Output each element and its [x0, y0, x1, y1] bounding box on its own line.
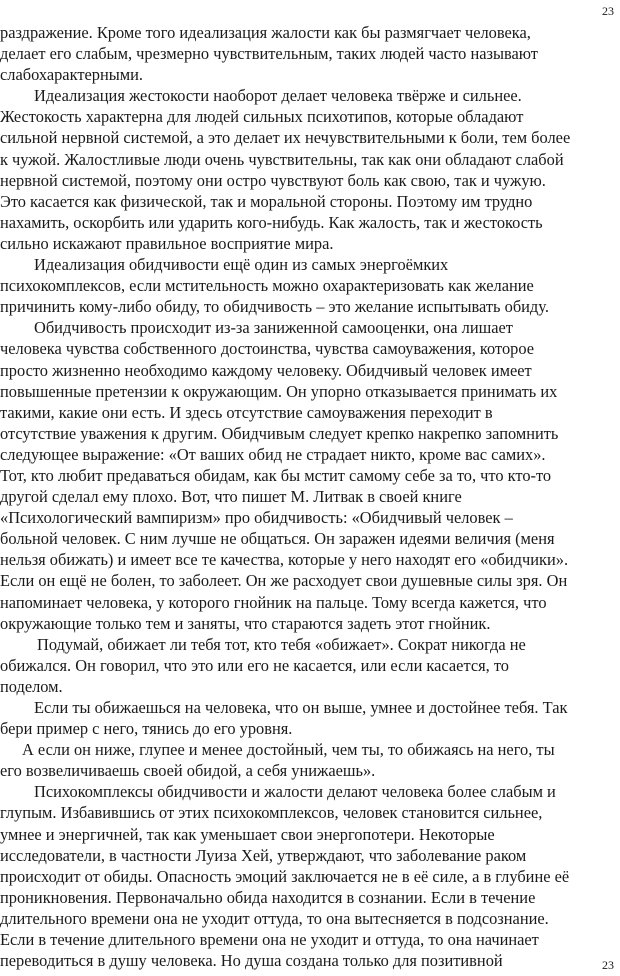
text-line: Идеализация жестокости наоборот делает человека твёрже и сильнее.	[34, 86, 522, 106]
text-line: Подумай, обижает ли тебя тот, кто тебя «обижает». Сократ никогда не	[37, 634, 526, 654]
text-line: бери пример с него, тянись до его уровня.	[0, 719, 293, 739]
text-line: сильно искажают правильное восприятие мира.	[0, 233, 334, 253]
text-line: следующее выражение: «От ваших обид не страдает никто, кроме вас самих».	[0, 444, 546, 464]
text-line: Идеализация обидчивости ещё один из самых энергоёмких	[34, 255, 449, 275]
text-line: Если ты обижаешься на человека, что он выше, умнее и достойнее тебя. Так	[34, 698, 568, 717]
text-line: А если он ниже, глупее и менее достойный, чем ты, то обижаясь на него, ты	[22, 740, 555, 760]
text-line: «Психологический вампиризм» про обидчивость: «Обидчивый человек –	[0, 508, 513, 528]
text-line: Обидчивость происходит из-за заниженной самооценки, она лишает	[34, 318, 513, 338]
text-line: отсутствие уважения к другим. Обидчивым следует крепко накрепко запомнить	[0, 423, 559, 443]
page-number-top: 23	[602, 4, 614, 18]
text-line: повышенные претензии к окружающим. Он упорно отказывается принимать их	[0, 381, 558, 401]
text-line: умнее и энергичней, так как уменьшает свои энергопотери. Некоторые	[0, 824, 495, 844]
text-line: напоминает человека, у которого гнойник на пальце. Тому всегда кажется, что	[0, 592, 547, 612]
text-line: поделом.	[0, 676, 63, 696]
text-line: к чужой. Жалостливые люди очень чувствительны, так как они обладают слабой	[0, 149, 564, 169]
text-line: другой сделал ему плохо. Вот, что пишет М. Литвак в своей книге	[0, 487, 462, 507]
text-line: такими, какие они есть. И здесь отсутствие самоуважения переходит в	[0, 402, 493, 422]
text-line: происходит от обиды. Опасность эмоций заключается не в её силе, а в глубине её	[0, 866, 570, 886]
text-line: Психокомплексы обидчивости и жалости делают человека более слабым и	[34, 782, 556, 802]
text-line: нахамить, оскорбить или ударить кого-нибудь. Как жалость, так и жестокость	[0, 212, 543, 232]
text-line: делает его слабым, чрезмерно чувствительным, таких людей часто называют	[0, 44, 538, 64]
text-line: его возвеличиваешь своей обидой, а себя унижаешь».	[0, 761, 376, 781]
text-line: причинить кому-либо обиду, то обидчивость – это желание испытывать обиду.	[0, 297, 549, 317]
text-line: переводиться в душу человека. Но душа создана только для позитивной	[0, 951, 503, 971]
text-line: проникновения. Первоначально обида находится в сознании. Если в течение	[0, 887, 536, 907]
text-line: нервной системой, поэтому они остро чувствуют боль как свою, так и чужую.	[0, 170, 546, 190]
text-line: окружающие только тем и заняты, что стараются задеть этот гнойник.	[0, 613, 491, 633]
text-line: исследователи, в частности Луиза Хей, утверждают, что заболевание раком	[0, 845, 527, 865]
text-line: раздражение. Кроме того идеализация жалости как бы размягчает человека,	[0, 23, 531, 42]
text-line: обижался. Он говорил, что это или его не касается, или если касается, то	[0, 655, 509, 675]
text-line: сильной нервной системой, а это делает их нечувствительными к боли, тем более	[0, 128, 571, 148]
page-number-bottom: 23	[602, 958, 614, 972]
text-line: слабохарактерными.	[0, 65, 143, 85]
body-text	[0, 22, 620, 971]
text-line: Если он ещё не болен, то заболеет. Он же расходует свои душевные силы зря. Он	[0, 571, 568, 591]
text-line: Тот, кто любит предаваться обидам, как бы мстит самому себе за то, что кто-то	[0, 465, 552, 485]
text-line: нельзя обижать) и имеет все те качества, которые у него находят его «обидчики».	[0, 550, 569, 570]
text-line: человека чувства собственного достоинства, чувства самоуважения, которое	[0, 339, 535, 359]
text-line: психокомплексов, если мстительность можно охарактеризовать как желание	[0, 276, 534, 296]
text-line: просто жизненно необходимо каждому человеку. Обидчивый человек имеет	[0, 360, 532, 380]
text-line: Жестокость характерна для людей сильных психотипов, которые обладают	[0, 107, 524, 127]
text-line: Если в течение длительного времени она не уходит и оттуда, то она начинает	[0, 930, 539, 950]
text-line: Это касается как физической, так и моральной стороны. Поэтому им трудно	[0, 191, 533, 211]
text-line: больной человек. С ним лучше не общаться. Он заражен идеями величия (меня	[0, 529, 555, 549]
text-line: длительного времени она не уходит оттуда, то она вытесняется в подсознание.	[0, 908, 549, 928]
text-line: глупым. Избавившись от этих психокомплексов, человек становится сильнее,	[0, 803, 543, 823]
